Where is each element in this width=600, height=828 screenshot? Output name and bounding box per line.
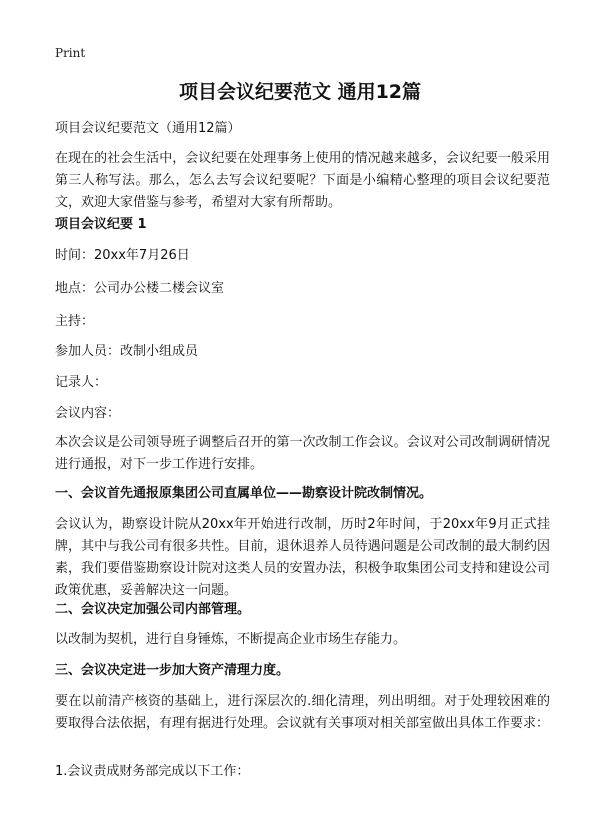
intro-paragraph: 在现在的社会生活中，会议纪要在处理事务上使用的情况越来越多，会议纪要一般采用第三人称写法。那么，怎么去写会议纪要呢？下面是小编精心整理的项目会议纪要范文，欢迎大家借鉴与参考，希望对大家有所帮助。: [55, 151, 550, 210]
meeting-time: 时间：20xx年7月26日: [55, 248, 190, 263]
document-subtitle: 项目会议纪要范文（通用12篇）: [55, 121, 241, 136]
item2-heading: 二、会议决定加强公司内部管理。: [55, 602, 251, 617]
meeting-place: 地点：公司办公楼二楼会议室: [55, 281, 225, 296]
meeting-recorder: 记录人：: [55, 375, 108, 390]
item3-heading: 三、会议决定进一步加大资产清理力度。: [55, 663, 290, 678]
item2-body: 以改制为契机，进行自身锤炼，不断提高企业市场生存能力。: [55, 632, 407, 647]
meeting-participants: 参加人员：改制小组成员: [55, 344, 199, 359]
section-heading: 项目会议纪要 1: [55, 217, 147, 232]
meeting-summary: 本次会议是公司领导班子调整后召开的第一次改制工作会议。会议对公司改制调研情况进行通报，对下一步工作进行安排。: [55, 435, 550, 472]
item1-body: 会议认为，勘察设计院从20xx年开始进行改制，历时2年时间，于20xx年9月正式挂牌，其中与我公司有很多共性。目前，退休退养人员待遇问题是公司改制的最大制约因素，我们要借鉴勘察设计院对这类人员的安置办法，积极争取集团公司支持和建设公司政策优惠，妥善解决这一问题。: [55, 517, 550, 598]
item3-body: 要在以前清产核资的基础上，进行深层次的.细化清理，列出明细。对于处理较困难的要取得合法依据，有理有据进行处理。会议就有关事项对相关部室做出具体工作要求：: [55, 694, 550, 731]
meeting-content-label: 会议内容：: [55, 406, 121, 421]
print-link[interactable]: Print: [55, 46, 86, 60]
item1-heading: 一、会议首先通报原集团公司直属单位——勘察设计院改制情况。: [55, 486, 433, 501]
document-title: 项目会议纪要范文 通用12篇: [178, 81, 422, 103]
sub-item-1: 1.会议责成财务部完成以下工作：: [55, 764, 250, 779]
meeting-host: 主持：: [55, 314, 95, 329]
